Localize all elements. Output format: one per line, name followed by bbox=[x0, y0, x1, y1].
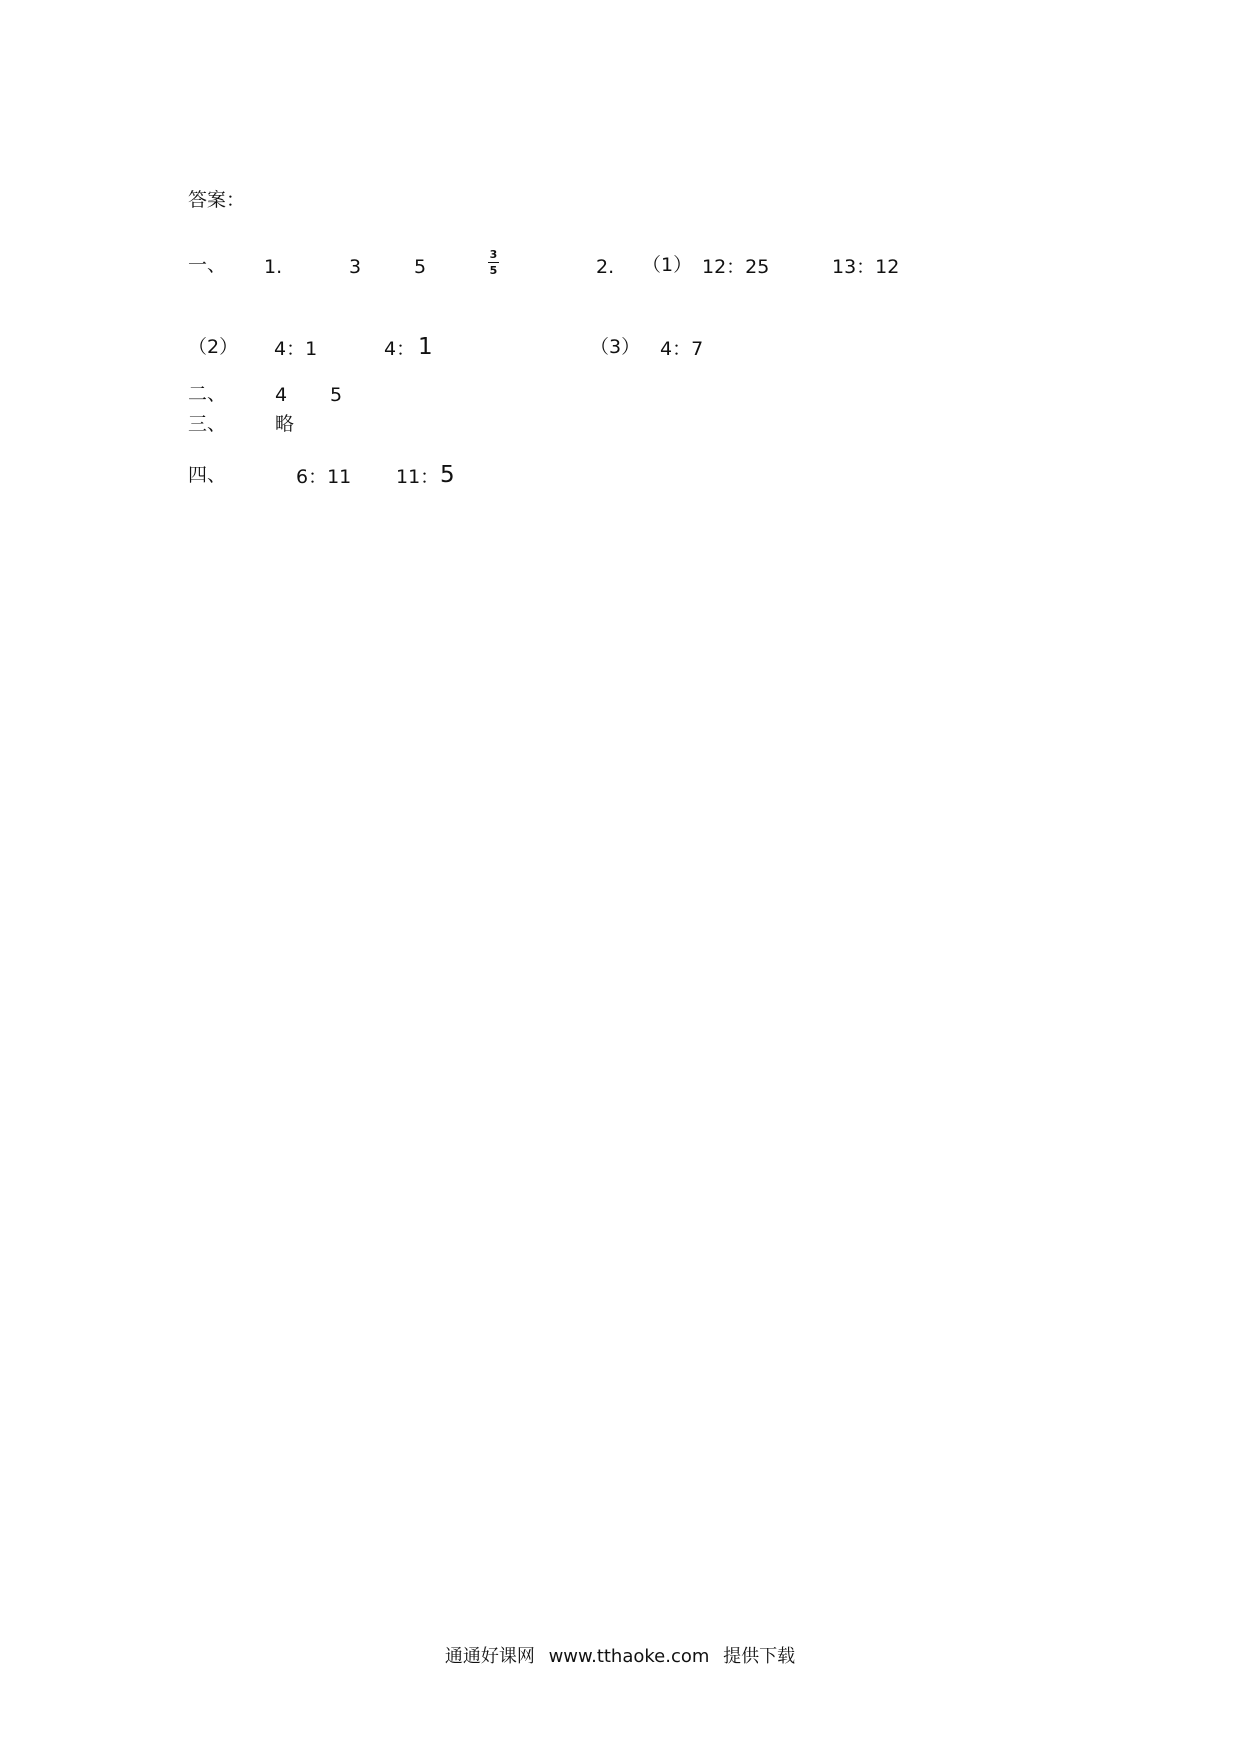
section2-label: 二、 bbox=[188, 383, 227, 405]
footer-suffix: 提供下载 bbox=[723, 1646, 796, 1667]
section3-answer: 略 bbox=[275, 413, 295, 435]
q1-fraction-numerator: 3 bbox=[489, 248, 498, 261]
q1-number: 1. bbox=[264, 256, 283, 278]
q1-fraction bbox=[488, 249, 499, 276]
section4-label: 四、 bbox=[188, 464, 227, 486]
q2-number: 2. bbox=[596, 256, 615, 278]
answers-heading: 答案： bbox=[188, 189, 246, 211]
q2-sub2-answer-a: 4：1 bbox=[274, 338, 318, 360]
section4-answer-b-prefix: 11： bbox=[396, 466, 440, 488]
q2-sub2-answer-b-prefix: 4： bbox=[384, 338, 416, 360]
q2-sub3-label: （3） bbox=[590, 336, 641, 358]
q1-answer-a: 3 bbox=[349, 256, 362, 278]
footer-url[interactable]: www.tthaoke.com bbox=[548, 1646, 710, 1667]
page-footer bbox=[0, 1642, 1240, 1668]
section4-answer-b-value: 5 bbox=[440, 462, 455, 488]
footer-site-name: 通通好课网 bbox=[444, 1646, 535, 1667]
section3-label: 三、 bbox=[188, 413, 227, 435]
q2-sub1-answer-b: 13：12 bbox=[832, 256, 900, 278]
q2-sub1-label: （1） bbox=[642, 254, 693, 276]
q1-fraction-denominator: 5 bbox=[489, 264, 498, 277]
section2-answer-b: 5 bbox=[330, 384, 343, 406]
section1-label: 一、 bbox=[188, 254, 227, 276]
q2-sub2-label: （2） bbox=[188, 336, 239, 358]
section2-answer-a: 4 bbox=[275, 384, 288, 406]
q2-sub3-answer-a: 4：7 bbox=[660, 338, 704, 360]
q1-answer-b: 5 bbox=[414, 256, 427, 278]
q2-sub2-answer-b-value: 1 bbox=[418, 334, 433, 360]
q2-sub1-answer-a: 12：25 bbox=[702, 256, 770, 278]
fraction-bar bbox=[488, 262, 499, 263]
section4-answer-a: 6：11 bbox=[296, 466, 352, 488]
